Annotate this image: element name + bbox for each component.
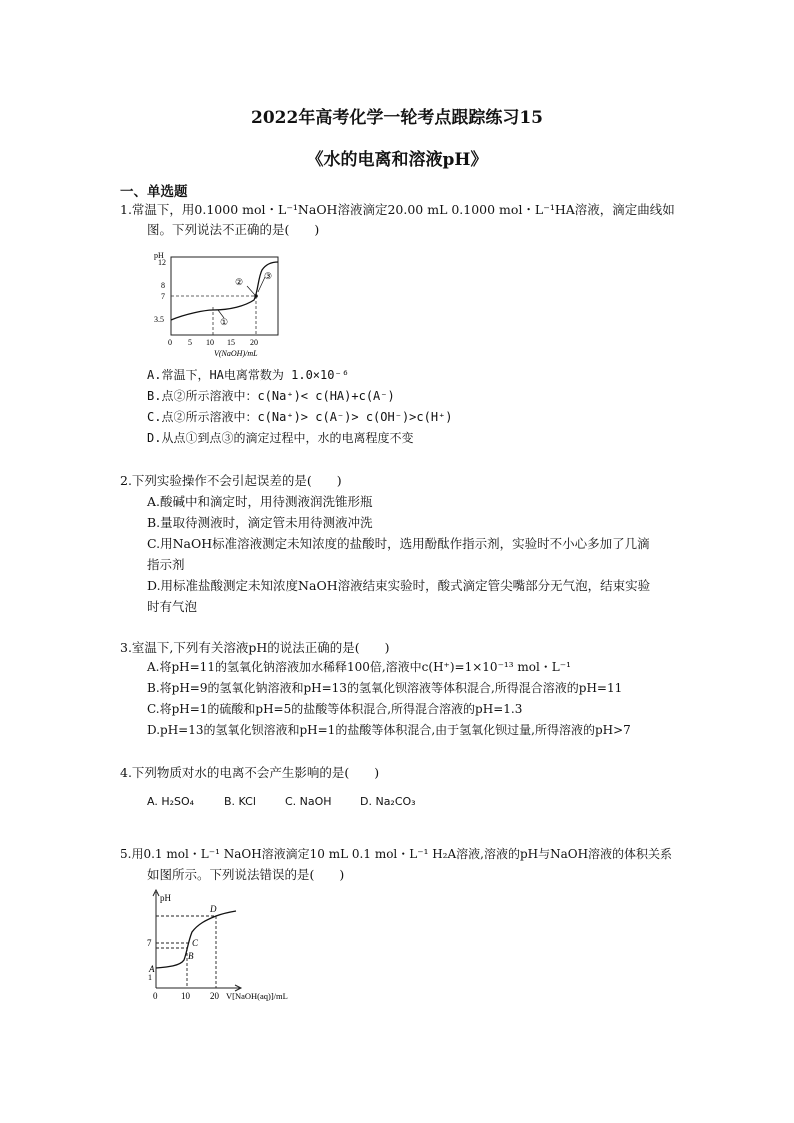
q1-stem-line1: 1.常温下，用0.1000 mol・L⁻¹NaOH溶液滴定20.00 mL 0.1000 mol・L⁻¹HA溶液，滴定曲线如 (120, 202, 675, 217)
q5-titration-graph (140, 888, 320, 1004)
document-subtitle: 《水的电离和溶液pH》 (306, 150, 488, 170)
q5-x-tick: 10 (181, 991, 190, 1001)
q4-option-d: D. Na₂CO₃ (360, 795, 416, 808)
q1-titration-graph (150, 248, 290, 360)
q2-option-a: A.酸碱中和滴定时，用待测液润洗锥形瓶 (147, 494, 373, 509)
q3-option-c: C.将pH=1的硫酸和pH=5的盐酸等体积混合,所得混合溶液的pH=1.3 (147, 702, 523, 716)
q1-graph-ylabel: pH (154, 251, 164, 260)
q5-point-label-a: A (149, 964, 155, 974)
q1-option-b: B.点②所示溶液中：c(Na⁺)< c(HA)+c(A⁻) (147, 389, 395, 403)
q3-option-a: A.将pH=11的氢氧化钠溶液加水稀释100倍,溶液中c(H⁺)=1×10⁻¹³ mol・L⁻¹ (147, 660, 571, 674)
q1-option-c: C.点②所示溶液中：c(Na⁺)> c(A⁻)> c(OH⁻)>c(H⁺) (147, 410, 453, 424)
q1-y-tick: 3.5 (154, 315, 164, 324)
q3-stem: 3.室温下,下列有关溶液pH的说法正确的是( ) (120, 640, 390, 655)
q1-point-label-1: ① (220, 317, 229, 327)
q1-graph-xlabel: V(NaOH)/mL (214, 349, 258, 358)
q5-y-tick: 1 (148, 973, 152, 982)
q4-option-b: B. KCl (224, 795, 256, 808)
q2-option-d-line2: 时有气泡 (147, 599, 198, 614)
q4-option-c: C. NaOH (285, 795, 332, 808)
q5-point-label-d: D (210, 904, 217, 914)
q4-option-a: A. H₂SO₄ (147, 795, 195, 808)
q1-stem-line2: 图。下列说法不正确的是( ) (147, 222, 320, 237)
q5-stem-line2: 如图所示。下列说法错误的是( ) (147, 867, 345, 882)
q1-titration-curve (171, 262, 278, 320)
q2-stem: 2.下列实验操作不会引起误差的是( ) (120, 473, 342, 488)
document-title: 2022年高考化学一轮考点跟踪练习15 (251, 108, 543, 128)
q1-pointer-line (247, 286, 255, 295)
q5-graph-ylabel: pH (160, 893, 171, 903)
q5-stem-line1: 5.用0.1 mol・L⁻¹ NaOH溶液滴定10 mL 0.1 mol・L⁻¹ H₂A溶液,溶液的pH与NaOH溶液的体积关系 (120, 847, 673, 861)
q1-y-tick: 7 (161, 292, 165, 301)
q1-x-tick: 10 (206, 338, 214, 347)
q5-graph-xlabel: V[NaOH(aq)]/mL (226, 991, 288, 1001)
section-heading: 一、单选题 (120, 184, 188, 200)
q3-option-b: B.将pH=9的氢氧化钠溶液和pH=13的氢氧化钡溶液等体积混合,所得混合溶液的pH=11 (147, 681, 623, 695)
q2-option-c-line1: C.用NaOH标准溶液测定未知浓度的盐酸时，选用酚酞作指示剂，实验时不小心多加了几滴 (147, 536, 650, 551)
q1-x-tick: 0 (168, 338, 172, 347)
q5-x-tick: 0 (153, 991, 158, 1001)
q5-y-tick: 7 (147, 938, 152, 948)
q1-x-tick: 20 (250, 338, 258, 347)
q1-point-label-3: ③ (264, 271, 273, 281)
q3-option-d: D.pH=13的氢氧化钡溶液和pH=1的盐酸等体积混合,由于氢氧化钡过量,所得溶液的pH>7 (147, 723, 631, 737)
q1-option-d: D.从点①到点③的滴定过程中，水的电离程度不变 (147, 431, 414, 445)
q4-stem: 4.下列物质对水的电离不会产生影响的是( ) (120, 765, 380, 780)
q5-point-label-c: C (192, 938, 199, 948)
q1-y-tick: 8 (161, 281, 165, 290)
q1-x-tick: 5 (188, 338, 192, 347)
q1-x-tick: 15 (227, 338, 235, 347)
q2-option-d-line1: D.用标准盐酸测定未知浓度NaOH溶液结束实验时，酸式滴定管尖嘴部分无气泡，结束实验 (147, 578, 651, 593)
q5-point-label-b: B (188, 951, 194, 961)
q1-point-label-2: ② (235, 277, 244, 287)
q1-y-tick: 12 (158, 258, 166, 267)
q1-option-a: A.常温下，HA电离常数为 1.0×10⁻⁶ (147, 368, 349, 382)
q2-option-b: B.量取待测液时，滴定管未用待测液冲洗 (147, 515, 373, 530)
q2-option-c-line2: 指示剂 (147, 557, 185, 572)
q5-x-tick: 20 (210, 991, 219, 1001)
